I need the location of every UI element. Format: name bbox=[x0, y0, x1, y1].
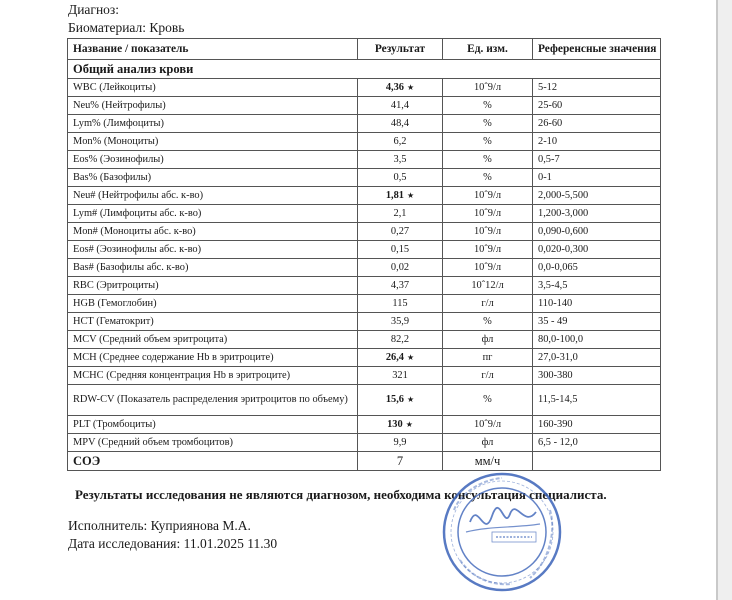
header-unit: Ед. изм. bbox=[443, 39, 533, 60]
row-result bbox=[358, 115, 443, 133]
flag-mark: ★ bbox=[405, 419, 413, 429]
row-result-value: 35,9 bbox=[390, 315, 410, 327]
row-result bbox=[358, 79, 443, 97]
table-row bbox=[68, 295, 661, 313]
row-result bbox=[358, 434, 443, 452]
row-reference: 3,5-4,5 bbox=[533, 277, 661, 295]
row-unit: 10ˆ9/л bbox=[443, 241, 533, 259]
row-result-value: 321 bbox=[392, 369, 408, 381]
row-name: MCV (Средний объем эритроцита) bbox=[68, 331, 358, 349]
row-result-value: 0,27 bbox=[390, 225, 410, 237]
esr-reference bbox=[533, 452, 661, 471]
row-unit: % bbox=[443, 169, 533, 187]
row-result-value: 0,15 bbox=[390, 243, 410, 255]
row-result bbox=[358, 133, 443, 151]
row-reference: 300-380 bbox=[533, 367, 661, 385]
row-reference: 27,0-31,0 bbox=[533, 349, 661, 367]
row-result bbox=[358, 416, 443, 434]
row-reference: 11,5-14,5 bbox=[533, 385, 661, 416]
table-row bbox=[68, 115, 661, 133]
study-date-line: Дата исследования: 11.01.2025 11.30 bbox=[68, 536, 278, 551]
row-reference: 80,0-100,0 bbox=[533, 331, 661, 349]
row-result bbox=[358, 223, 443, 241]
row-result-value: 6,2 bbox=[393, 135, 407, 147]
row-result-value: 115 bbox=[392, 297, 408, 309]
section-row bbox=[68, 60, 661, 79]
row-unit: % bbox=[443, 385, 533, 416]
row-reference: 6,5 - 12,0 bbox=[533, 434, 661, 452]
flag-mark: ★ bbox=[407, 82, 415, 92]
header-result: Результат bbox=[358, 39, 443, 60]
flag-mark: ★ bbox=[407, 395, 415, 404]
row-name: Lym# (Лимфоциты абс. к-во) bbox=[68, 205, 358, 223]
row-result-value: 130 bbox=[387, 418, 403, 430]
row-name: Mon% (Моноциты) bbox=[68, 133, 358, 151]
table-row bbox=[68, 241, 661, 259]
row-unit: 10ˆ9/л bbox=[443, 205, 533, 223]
row-reference: 25-60 bbox=[533, 97, 661, 115]
row-reference: 0,5-7 bbox=[533, 151, 661, 169]
row-unit: г/л bbox=[443, 295, 533, 313]
row-result bbox=[358, 385, 443, 416]
row-result bbox=[358, 187, 443, 205]
biomaterial-line: Биоматериал: Кровь bbox=[68, 20, 185, 35]
esr-unit: мм/ч bbox=[443, 452, 533, 471]
row-name: Eos# (Эозинофилы абс. к-во) bbox=[68, 241, 358, 259]
row-result bbox=[358, 349, 443, 367]
row-name: Eos% (Эозинофилы) bbox=[68, 151, 358, 169]
row-result bbox=[358, 277, 443, 295]
row-unit: 10ˆ9/л bbox=[443, 259, 533, 277]
page-edge bbox=[716, 0, 718, 600]
table-row bbox=[68, 385, 661, 416]
row-result bbox=[358, 241, 443, 259]
row-name: RBC (Эритроциты) bbox=[68, 277, 358, 295]
header-name: Название / показатель bbox=[68, 39, 358, 60]
row-unit: % bbox=[443, 97, 533, 115]
row-reference: 35 - 49 bbox=[533, 313, 661, 331]
row-unit: % bbox=[443, 313, 533, 331]
row-reference: 2,000-5,500 bbox=[533, 187, 661, 205]
results-table bbox=[67, 38, 661, 471]
row-name: Neu% (Нейтрофилы) bbox=[68, 97, 358, 115]
row-reference: 110-140 bbox=[533, 295, 661, 313]
row-unit: фл bbox=[443, 331, 533, 349]
row-name: HCT (Гематокрит) bbox=[68, 313, 358, 331]
row-name: MCH (Среднее содержание Hb в эритроците) bbox=[68, 349, 358, 367]
row-result bbox=[358, 259, 443, 277]
row-name: Bas% (Базофилы) bbox=[68, 169, 358, 187]
row-name: MPV (Средний объем тромбоцитов) bbox=[68, 434, 358, 452]
table-row bbox=[68, 187, 661, 205]
row-result-value: 0,5 bbox=[393, 171, 407, 183]
table-row bbox=[68, 205, 661, 223]
row-reference: 26-60 bbox=[533, 115, 661, 133]
table-row bbox=[68, 277, 661, 295]
row-result-value: 3,5 bbox=[393, 153, 407, 165]
row-name: MCHC (Средняя концентрация Hb в эритроците) bbox=[68, 367, 358, 385]
table-row bbox=[68, 349, 661, 367]
esr-result: 7 bbox=[358, 452, 443, 471]
row-reference: 5-12 bbox=[533, 79, 661, 97]
row-result bbox=[358, 97, 443, 115]
row-result bbox=[358, 151, 443, 169]
table-header-row bbox=[68, 39, 661, 60]
table-row bbox=[68, 223, 661, 241]
row-reference: 1,200-3,000 bbox=[533, 205, 661, 223]
row-name: Mon# (Моноциты абс. к-во) bbox=[68, 223, 358, 241]
table-row bbox=[68, 313, 661, 331]
esr-name: СОЭ bbox=[68, 452, 358, 471]
row-unit: 10ˆ9/л bbox=[443, 223, 533, 241]
row-result-value: 9,9 bbox=[393, 436, 407, 448]
section-title: Общий анализ крови bbox=[68, 60, 661, 79]
table-row bbox=[68, 79, 661, 97]
row-result bbox=[358, 313, 443, 331]
row-name: RDW-CV (Показатель распределения эритроцитов по объему) bbox=[68, 385, 358, 416]
table-row bbox=[68, 331, 661, 349]
table-row bbox=[68, 151, 661, 169]
row-reference: 0,020-0,300 bbox=[533, 241, 661, 259]
row-reference: 0-1 bbox=[533, 169, 661, 187]
row-name: WBC (Лейкоциты) bbox=[68, 79, 358, 97]
row-reference: 0,090-0,600 bbox=[533, 223, 661, 241]
page-shadow bbox=[718, 0, 732, 600]
row-result bbox=[358, 205, 443, 223]
esr-row bbox=[68, 452, 661, 471]
table-row bbox=[68, 259, 661, 277]
disclaimer-note: Результаты исследования не являются диагнозом, необходима консультация специалиста. bbox=[75, 487, 607, 502]
row-unit: фл bbox=[443, 434, 533, 452]
row-result-value: 41,4 bbox=[390, 99, 410, 111]
performer-line: Исполнитель: Куприянова М.А. bbox=[68, 518, 251, 533]
table-row bbox=[68, 133, 661, 151]
row-result bbox=[358, 169, 443, 187]
row-result-value: 4,36 bbox=[385, 81, 404, 93]
row-name: PLT (Тромбоциты) bbox=[68, 416, 358, 434]
diagnosis-label: Диагноз: bbox=[68, 2, 120, 17]
row-result-value: 1,81 bbox=[385, 189, 404, 201]
row-unit: пг bbox=[443, 349, 533, 367]
row-unit: г/л bbox=[443, 367, 533, 385]
table-row bbox=[68, 169, 661, 187]
flag-mark: ★ bbox=[407, 190, 415, 200]
row-name: Neu# (Нейтрофилы абс. к-во) bbox=[68, 187, 358, 205]
row-result-value: 2,1 bbox=[393, 207, 407, 219]
row-unit: 10ˆ9/л bbox=[443, 79, 533, 97]
row-unit: 10ˆ9/л bbox=[443, 187, 533, 205]
table-row bbox=[68, 367, 661, 385]
row-reference: 2-10 bbox=[533, 133, 661, 151]
row-result-value: 0,02 bbox=[390, 261, 410, 273]
row-result-value: 4,37 bbox=[390, 279, 410, 291]
row-unit: 10ˆ9/л bbox=[443, 416, 533, 434]
row-result bbox=[358, 367, 443, 385]
row-unit: % bbox=[443, 115, 533, 133]
table-row bbox=[68, 434, 661, 452]
row-result bbox=[358, 331, 443, 349]
clinic-stamp bbox=[440, 470, 564, 594]
row-unit: 10ˆ12/л bbox=[443, 277, 533, 295]
row-unit: % bbox=[443, 133, 533, 151]
row-reference: 0,0-0,065 bbox=[533, 259, 661, 277]
header-reference: Референсные значения bbox=[533, 39, 661, 60]
row-result-value: 15,6 bbox=[385, 394, 404, 405]
row-name: Bas# (Базофилы абс. к-во) bbox=[68, 259, 358, 277]
row-result-value: 26,4 bbox=[385, 351, 404, 363]
row-name: Lym% (Лимфоциты) bbox=[68, 115, 358, 133]
table-row bbox=[68, 97, 661, 115]
row-result bbox=[358, 295, 443, 313]
flag-mark: ★ bbox=[407, 352, 415, 362]
row-unit: % bbox=[443, 151, 533, 169]
table-row bbox=[68, 416, 661, 434]
row-result-value: 48,4 bbox=[390, 117, 410, 129]
row-name: HGB (Гемоглобин) bbox=[68, 295, 358, 313]
row-reference: 160-390 bbox=[533, 416, 661, 434]
row-result-value: 82,2 bbox=[390, 333, 410, 345]
